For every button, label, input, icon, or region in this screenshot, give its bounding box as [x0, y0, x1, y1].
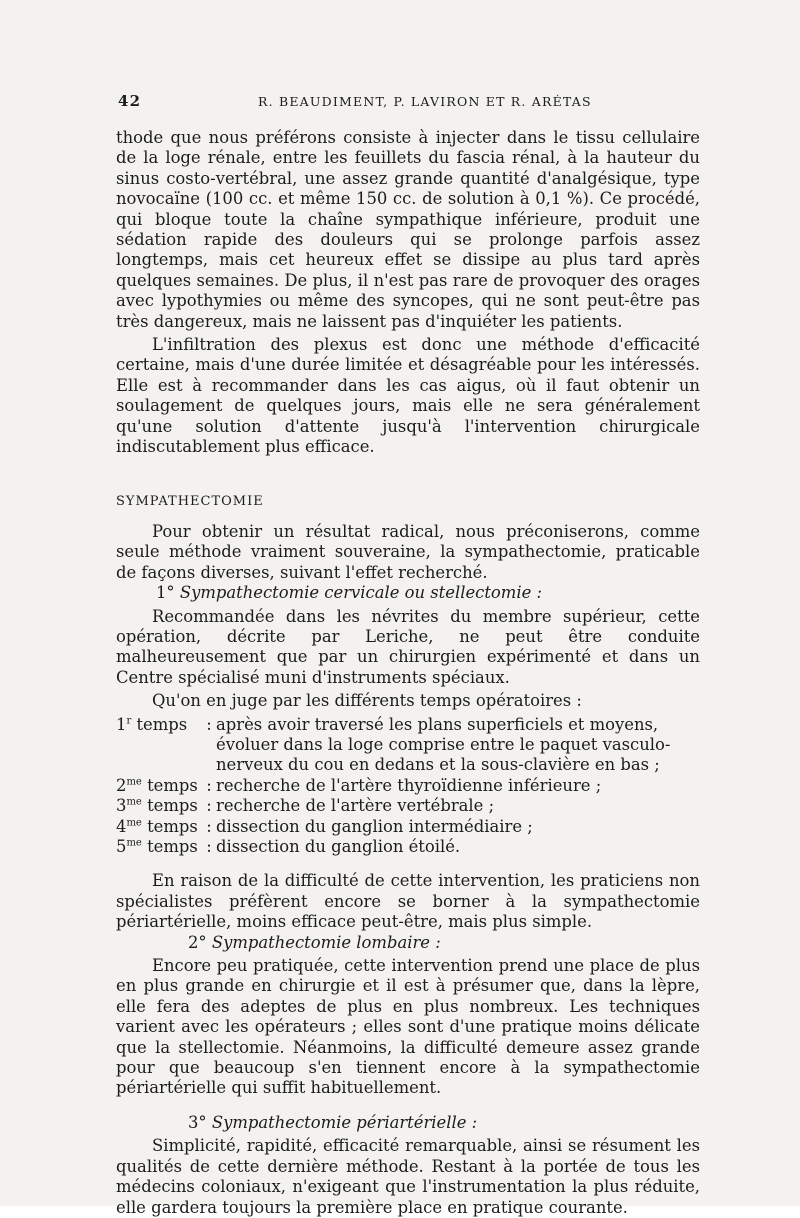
operative-step	[116, 817, 700, 837]
paragraph-periarterielle: Simplicité, rapidité, efficacité remarquable, ainsi se résument les qualités de cette dernière méthode. Restant à la portée de tous les médecins coloniaux, n'exigeant que l'instrumentation la plus réduite, elle gardera toujours la première place en pratique courante.	[116, 1136, 700, 1217]
step-label: $4^{me}$ temps	[116, 816, 198, 836]
subsection-title: Sympathectomie lombaire :	[211, 932, 441, 952]
subsection-number: 1°	[156, 583, 175, 603]
step-text: recherche de l'artère vertébrale ;	[216, 796, 495, 816]
step-text: dissection du ganglion intermédiaire ;	[216, 816, 533, 836]
step-label: $5^{me}$ temps	[116, 837, 198, 856]
step-label: 1$^r$ temps	[116, 714, 188, 734]
paragraph-infiltration-method: thode que nous préférons consiste à injecter dans le tissu cellulaire de la loge rénale, entre les feuillets du fascia rénal, à la hauteur du sinus costo-vertébral, une assez grande quantité d'analgésique, type novocaïne (100 cc. et même 150 cc. de solution à 0,1 %). Ce procédé, qui bloque toute la chaîne sympathique inférieure, produit une sédation rapide des douleurs qui se prolonge parfois assez longtemps, mais cet heureux effet se dissipe au plus tard après quelques semaines. De plus, il n'est pas rare de provoquer des orages avec lypothymies ou même des syncopes, qui ne sont peut-être pas très dangereux, mais ne laissent pas d'inquiéter les patients.	[116, 128, 700, 331]
section-title-sympathectomie: SYMPATHECTOMIE	[116, 493, 264, 509]
subsection-heading-lombaire	[116, 933, 700, 953]
step-label: $2^{me}$ temps	[116, 775, 198, 795]
subsection-title: Sympathectomie périartérielle :	[211, 1112, 478, 1132]
paragraph-lombaire: Encore peu pratiquée, cette intervention prend une place de plus en plus grande en chirurgie et il est à présumer que, dans la lèpre, elle fera des adeptes de plus en plus nombreux. Les techniques varient avec les opérateurs ; elles sont d'une pratique moins délicate que la stellectomie. Néanmoins, la difficulté demeure assez grande pour que beaucoup s'en tiennent encore à la sympathectomie périartérielle qui suffit habituellement.	[116, 956, 700, 1098]
step-separator: :	[206, 816, 212, 836]
subsection-number: 3°	[188, 1112, 207, 1132]
step-label: $3^{me}$ temps	[116, 796, 198, 816]
running-head: R. BEAUDIMENT, P. LAVIRON ET R. ARÉTAS	[258, 94, 592, 109]
page-number: 42	[118, 92, 142, 110]
step-separator: :	[206, 796, 212, 816]
paragraph-stellectomie: Recommandée dans les névrites du membre supérieur, cette opération, décrite par Leriche, ne peut être conduite malheureusement que par un chirurgien expérimenté et dans un Centre spécialisé muni d'instruments spéciaux.	[116, 606, 700, 687]
paragraph-temps-intro: Qu'on en juge par les différents temps opératoires :	[152, 691, 582, 711]
article-body	[116, 128, 700, 1218]
step-separator: :	[206, 775, 212, 795]
paragraph-infiltration-summary: L'infiltration des plexus est donc une méthode d'efficacité certaine, mais d'une durée limitée et désagréable pour les intéressés. Elle est à recommander dans les cas aigus, où il faut obtenir un soulagement de quelques jours, mais elle ne sera généralement qu'une solution d'attente jusqu'à l'intervention chirurgicale indiscutablement plus efficace.	[116, 335, 700, 457]
subsection-heading-periarterielle	[116, 1113, 700, 1133]
step-separator: :	[206, 837, 212, 856]
subsection-title: Sympathectomie cervicale ou stellectomie :	[179, 583, 542, 603]
step-text: dissection du ganglion étoilé.	[216, 837, 461, 856]
step-separator: :	[206, 714, 212, 734]
step-text: recherche de l'artère thyroïdienne inférieure ;	[216, 775, 602, 795]
operative-step	[116, 837, 700, 857]
operative-step	[116, 796, 700, 816]
paragraph-difficulty: En raison de la difficulté de cette intervention, les praticiens non spécialistes préfèrent encore se borner à la sympathectomie périartérielle, moins efficace peut-être, mais plus simple.	[116, 871, 700, 932]
subsection-heading-cervicale	[116, 583, 700, 603]
paragraph-sympathectomie-intro: Pour obtenir un résultat radical, nous préconiserons, comme seule méthode vraiment souveraine, la sympathectomie, praticable de façons diverses, suivant l'effet recherché.	[116, 521, 700, 582]
operative-steps-list	[116, 715, 700, 858]
step-text: après avoir traversé les plans superficiels et moyens, évoluer dans la loge comprise entre le paquet vasculo-nerveux du cou en dedans et la sous-clavière en bas ;	[216, 714, 671, 775]
page-header	[118, 92, 718, 116]
operative-step	[116, 776, 700, 796]
subsection-number: 2°	[188, 932, 207, 952]
operative-step	[116, 715, 700, 776]
